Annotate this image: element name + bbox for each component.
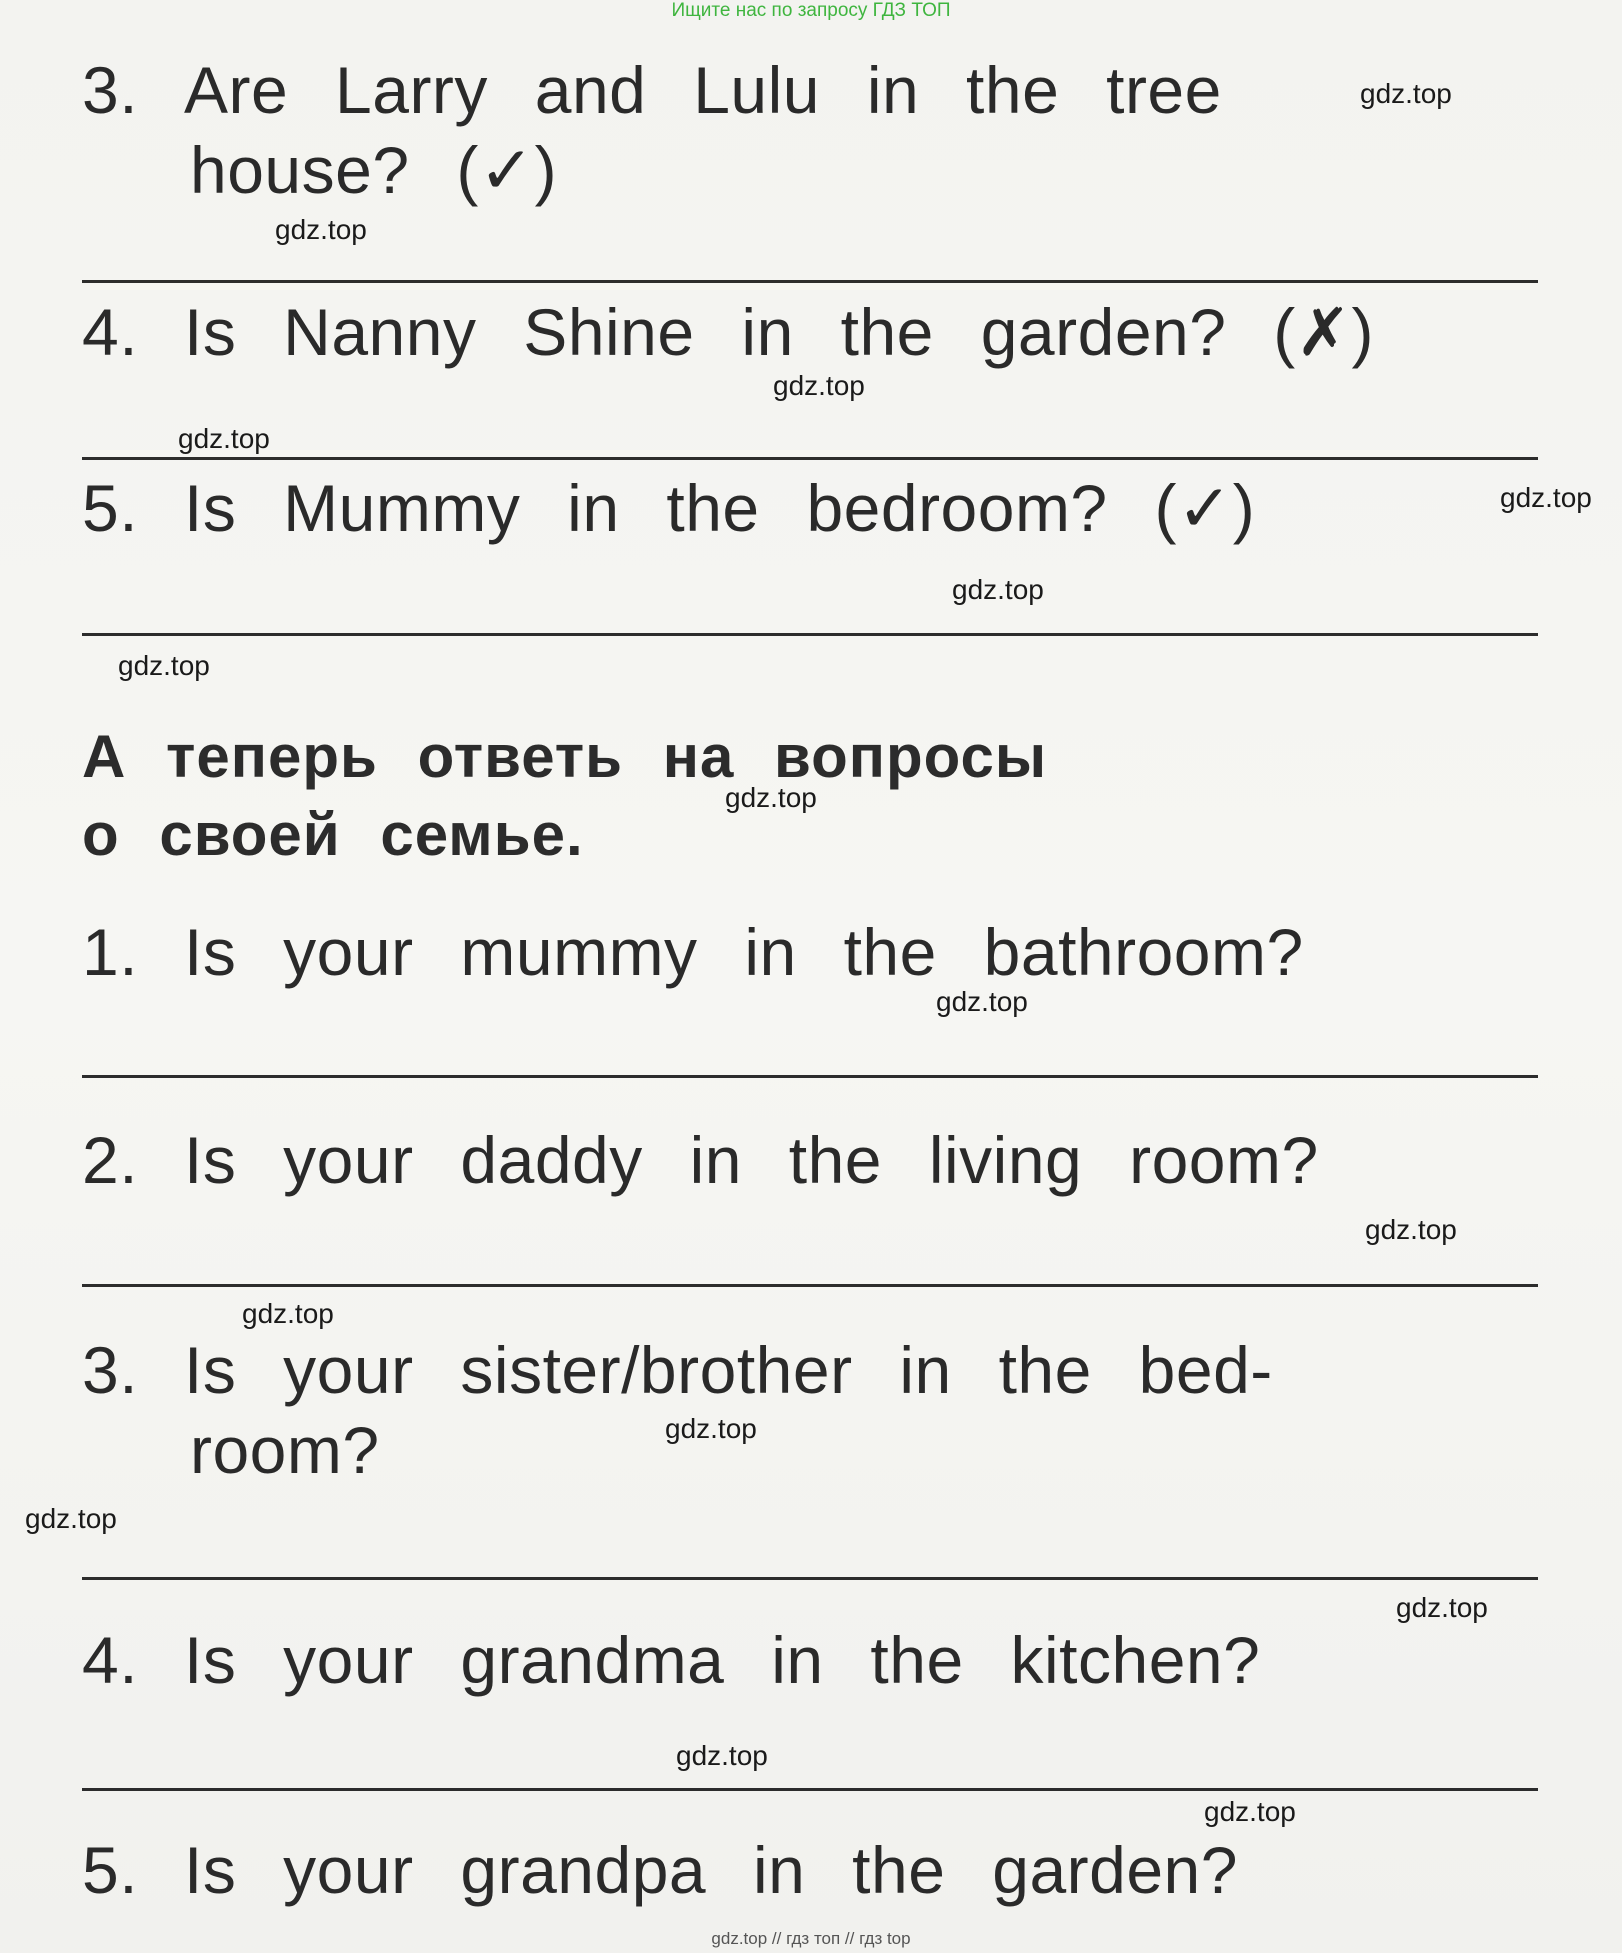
- question-number: 1.: [82, 915, 139, 989]
- question-text: Is your sister/brother in the bed-: [184, 1333, 1273, 1407]
- section-heading: [82, 718, 1047, 874]
- watermark: gdz.top: [1500, 482, 1592, 513]
- question-3: [82, 50, 1222, 210]
- question-text: Is your daddy in the living room?: [184, 1123, 1319, 1197]
- question-text-continued: house? (✓): [190, 133, 558, 207]
- heading-line-1: А теперь ответь на вопросы: [82, 723, 1048, 790]
- answer-line: [82, 633, 1538, 636]
- watermark: gdz.top: [725, 782, 817, 813]
- watermark: gdz.top: [952, 574, 1044, 605]
- answer-line: [82, 1284, 1538, 1287]
- watermark: gdz.top: [242, 1298, 334, 1329]
- watermark: gdz.top: [1396, 1592, 1488, 1623]
- question-text: Is Mummy in the bedroom? (✓): [184, 471, 1256, 545]
- family-question-5: [82, 1830, 1238, 1910]
- family-question-4: [82, 1620, 1260, 1700]
- question-number: 3.: [82, 53, 139, 127]
- answer-line: [82, 1075, 1538, 1078]
- watermark: gdz.top: [676, 1740, 768, 1771]
- watermark: gdz.top: [1365, 1214, 1457, 1245]
- answer-line: [82, 1577, 1538, 1580]
- watermark: gdz.top: [178, 423, 270, 454]
- question-number: 5.: [82, 471, 139, 545]
- family-question-2: [82, 1120, 1319, 1200]
- watermark: gdz.top: [118, 650, 210, 681]
- watermark: gdz.top: [773, 370, 865, 401]
- heading-line-2: о своей семье.: [82, 801, 584, 868]
- question-number: 2.: [82, 1123, 139, 1197]
- family-question-3: [82, 1330, 1273, 1490]
- question-number: 4.: [82, 295, 139, 369]
- bottom-banner: gdz.top // гдз топ // гдз top: [711, 1929, 911, 1948]
- watermark: gdz.top: [936, 986, 1028, 1017]
- question-text: Are Larry and Lulu in the tree: [184, 53, 1222, 127]
- question-number: 3.: [82, 1333, 139, 1407]
- question-number: 5.: [82, 1833, 139, 1907]
- watermark: gdz.top: [1204, 1796, 1296, 1827]
- question-text: Is your mummy in the bathroom?: [184, 915, 1304, 989]
- answer-line: [82, 1788, 1538, 1791]
- question-text: Is Nanny Shine in the garden? (✗): [184, 295, 1375, 369]
- question-4: [82, 292, 1374, 372]
- question-text: Is your grandpa in the garden?: [184, 1833, 1238, 1907]
- answer-line: [82, 457, 1538, 460]
- answer-line: [82, 280, 1538, 283]
- question-5: [82, 468, 1255, 548]
- watermark: gdz.top: [665, 1413, 757, 1444]
- family-question-1: [82, 912, 1304, 992]
- watermark: gdz.top: [25, 1503, 117, 1534]
- question-number: 4.: [82, 1623, 139, 1697]
- watermark: gdz.top: [275, 214, 367, 245]
- top-banner: Ищите нас по запросу ГДЗ ТОП: [671, 0, 951, 21]
- question-text-continued: room?: [190, 1413, 380, 1487]
- watermark: gdz.top: [1360, 78, 1452, 109]
- question-text: Is your grandma in the kitchen?: [184, 1623, 1261, 1697]
